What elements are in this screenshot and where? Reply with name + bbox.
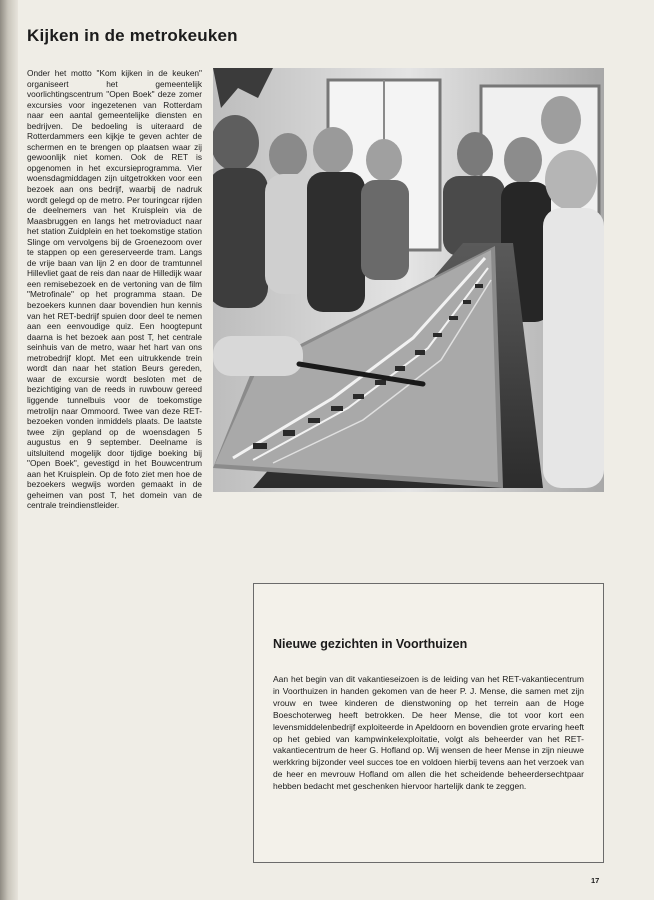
page-number: 17 — [591, 876, 600, 885]
box-body: Aan het begin van dit vakantieseizoen is de leiding van het RET-vakantiecentrum in Voorthuizen in handen gekomen van de heer P. J. Mense, die samen met zijn vrouw en twee kinderen de dienstwoning op het terrein aan de Hoge Boeschoterweg heeft betrokken. De heer Mense, die tot voor kort een levensmiddelenbedrijf exploiteerde in Apeldoorn en bovendien grote ervaring heeft op het gebied van kampwinkelexploitatie, volgt als beheerder van het RET-vakantiecentrum de heer G. Hofland op. Wij wensen de heer Mense in zijn nieuwe werkkring bijzonder veel succes toe en voldoen hierbij tevens aan het verzoek van de heer en mevrouw Hofland om allen die het scheidende beheerdersechtpaar hebben bedacht met geschenken hiervoor hartelijk dank te zeggen. — [273, 674, 584, 792]
announcement-box — [253, 583, 604, 863]
box-title: Nieuwe gezichten in Voorthuizen — [273, 637, 468, 651]
article-title: Kijken in de metrokeuken — [27, 26, 238, 45]
control-panel-photo — [213, 68, 604, 492]
article-body: Onder het motto "Kom kijken in de keuken" organiseert het gemeentelijk voorlichtingscentrum "Open Boek" deze zomer excursies voor ingezetenen van Rotterdam naar een aantal gemeentelijke diensten en bedrijven. De bedoeling is uiteraard de Rotterdammers een kijkje te geven achter de schermen en te brengen op plaatsen waar zij gewoonlijk niet komen. Ook de RET is opgenomen in het excursieprogramma. Vier woensdagmiddagen zijn uitgetrokken voor een bezoek aan ons bedrijf, waarbij de nadruk wordt gelegd op de metro. Per touringcar rijden de deelnemers van het Kruisplein via de Maasbruggen en langs het metroviaduct naar het station Zuidplein en het toekomstige station Slinge om vervolgens bij de Groenezoom over te stappen op een gereserveerde tram. Langs de vrije baan van lijn 2 en door de tramtunnel Hillevliet gaat de reis dan naar de Hilledijk waar een remisebezoek en de vertoning van de film "Metrofinale" op het programma staan. De bezoekers kunnen daar bovendien hun kennis van het RET-bedrijf spuien door deel te nemen aan een eenvoudige quiz. Een hoogtepunt daarna is het bezoek aan post T, het centrale seinhuis van de metro, waar het hart van ons metrobedrijf klopt. Met een uitrukkende trein wordt dan naar het station Beurs gereden, waar de excursie wordt besloten met de bezichtiging van de reeds in ruwbouw gereed liggende tunnelbuis voor de toekomstige metrolijn naar Ommoord. Twee van deze RET-bezoeken vonden inmiddels plaats. De laatste twee zijn gepland op de woensdagen 5 augustus en 9 september. Deelname is uitsluitend mogelijk door tijdige boeking bij "Open Boek", gevestigd in het Bouwcentrum aan het Kruisplein. Op de foto ziet men hoe de bezoekers wegwijs worden gemaakt in de geheimen van post T, het domein van de centrale treindienstleider. — [27, 68, 202, 511]
binding-shadow — [0, 0, 18, 900]
